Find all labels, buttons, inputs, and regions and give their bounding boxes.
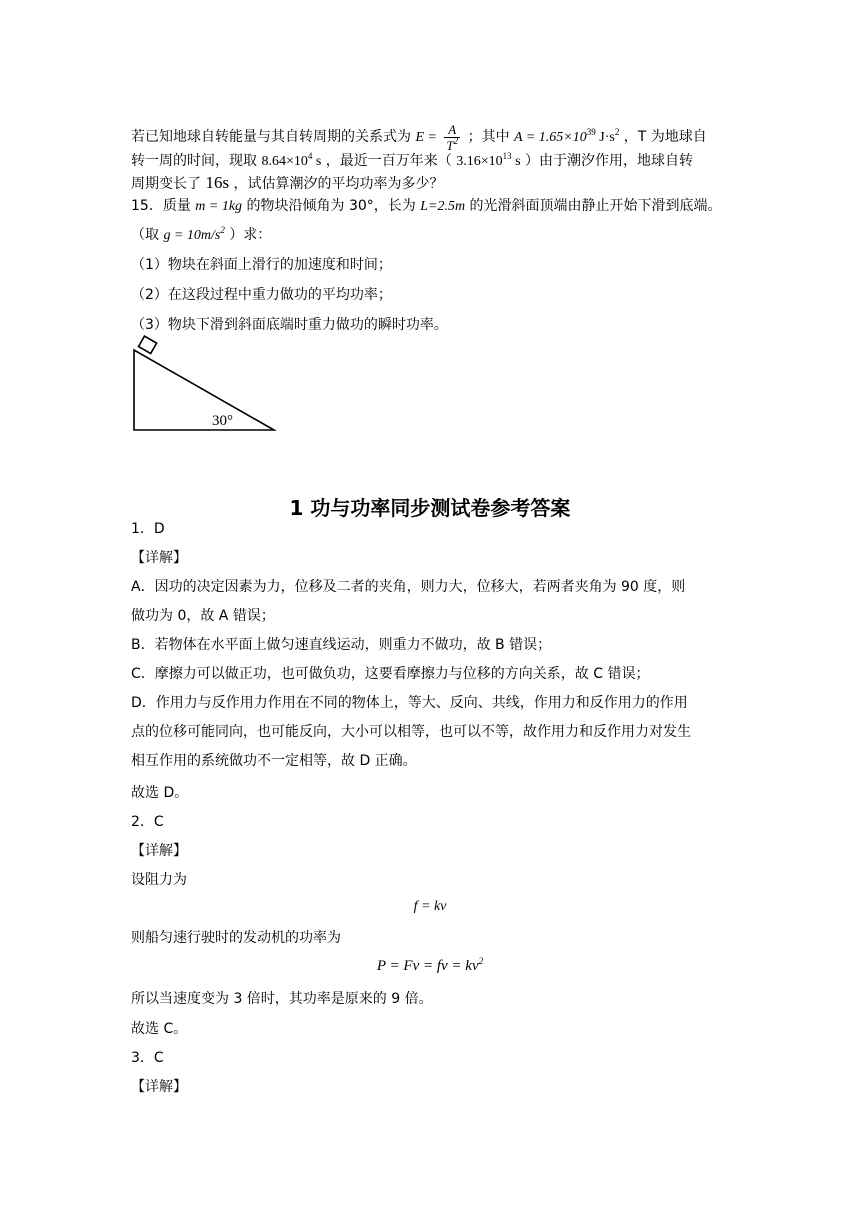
years-mantissa: 3.16×10	[456, 154, 503, 169]
gravity-value	[163, 225, 225, 243]
q15-text: 的物块沿倾角为 30°，长为	[246, 198, 416, 214]
fraction-numerator: A	[444, 122, 460, 138]
constant-A-value: A = 1.65×10	[514, 130, 587, 145]
answer-1-option-a-line-1: A．因功的决定因素为力，位移及二者的夹角，则力大，位移大，若两者夹角为 90 度，则	[131, 579, 686, 595]
answer-2-line-3: 所以当速度变为 3 倍时，其功率是原来的 9 倍。	[131, 991, 433, 1007]
answer-3-detail-heading: 【详解】	[131, 1079, 187, 1095]
q15-line-2	[131, 225, 271, 246]
length-value: L=2.5m	[420, 199, 466, 214]
mass-value: m = 1kg	[195, 199, 243, 214]
answers-title: 1 功与功率同步测试卷参考答案	[289, 496, 571, 520]
gravity-exponent: 2	[220, 225, 225, 235]
q14-text: 周期变长了	[131, 176, 201, 192]
answer-1-option-a-line-2: 做功为 0，故 A 错误；	[131, 608, 275, 624]
energy-formula-fraction	[444, 122, 460, 153]
q14-line-3	[131, 173, 444, 194]
answer-2-equation-2	[0, 958, 860, 975]
q15-text: 15．质量	[131, 198, 191, 214]
answer-2-line-1: 设阻力为	[131, 872, 187, 888]
period-exponent: 4	[307, 151, 313, 161]
constant-A-exponent: 39	[586, 127, 596, 137]
incline-triangle	[134, 350, 274, 430]
denominator-exponent: 2	[453, 135, 459, 146]
answer-1-detail-heading: 【详解】	[131, 550, 187, 566]
q15-subquestion-2: （2）在这段过程中重力做功的平均功率；	[131, 287, 392, 303]
years-value	[456, 151, 521, 169]
constant-A-unit: J·s	[595, 130, 615, 145]
gravity-mantissa: g = 10m/s	[163, 228, 221, 243]
q15-text: （取	[131, 227, 159, 243]
answer-1-option-d-line-3: 相互作用的系统做功不一定相等，故 D 正确。	[131, 753, 417, 769]
answer-1-option-c: C．摩擦力可以做正功，也可做负功，这要看摩擦力与位移的方向关系，故 C 错误；	[131, 666, 650, 682]
q14-text: ；其中	[467, 129, 510, 145]
q15-text: 的光滑斜面顶端由静止开始下滑到底端。	[469, 198, 722, 214]
q14-text: ，试估算潮汐的平均功率为多少？	[233, 176, 444, 192]
answer-2-equation-1: f = kv	[413, 899, 447, 914]
q14-line-1	[131, 120, 707, 154]
q14-text: 若已知地球自转能量与其自转周期的关系式为	[131, 129, 411, 145]
incline-figure	[128, 340, 288, 436]
period-unit: s	[312, 154, 322, 169]
answer-3-choice: 3．C	[131, 1050, 164, 1066]
q14-text: ）由于潮汐作用，地球自转	[525, 153, 694, 169]
q14-text: ，最近一百万年来（	[325, 153, 452, 169]
answer-1-choice: 1．D	[131, 521, 165, 537]
constant-A	[514, 127, 620, 145]
period-value	[261, 151, 322, 169]
years-exponent: 13	[502, 151, 512, 161]
block-on-incline	[139, 336, 157, 353]
answer-2-line-2: 则船匀速行驶时的发动机的功率为	[131, 930, 341, 946]
energy-formula-lhs: E =	[415, 130, 437, 145]
answer-1-option-d-line-2: 点的位移可能同向，也可能反向，大小可以相等，也可以不等，故作用力和反作用力对发生	[131, 724, 691, 740]
answer-2-detail-heading: 【详解】	[131, 843, 187, 859]
power-equation: P = Fv = fv = kv	[376, 958, 479, 974]
period-mantissa: 8.64×10	[261, 154, 308, 169]
q15-line-1	[131, 196, 722, 217]
answer-2-choice: 2．C	[131, 814, 164, 830]
delta-period-value: 16s	[205, 173, 230, 192]
answer-2-selection: 故选 C。	[131, 1021, 188, 1037]
q15-subquestion-3: （3）物块下滑到斜面底端时重力做功的瞬时功率。	[131, 317, 448, 333]
incline-angle-label: 30°	[212, 413, 233, 429]
denominator-symbol: T	[446, 137, 454, 153]
q14-text: ，T 为地球自	[623, 129, 707, 145]
answer-1-option-b: B．若物体在水平面上做匀速直线运动，则重力不做功，故 B 错误；	[131, 637, 552, 653]
answer-1-option-d-line-1: D．作用力与反作用力作用在不同的物体上，等大、反向、共线，作用力和反作用力的作用	[131, 695, 688, 711]
answer-1-selection: 故选 D。	[131, 785, 189, 801]
q15-text: ）求：	[229, 227, 272, 243]
q14-line-2	[131, 151, 693, 172]
years-unit: s	[511, 154, 521, 169]
q14-text: 转一周的时间，现取	[131, 153, 257, 169]
power-exponent: 2	[478, 956, 484, 966]
q15-subquestion-1: （1）物块在斜面上滑行的加速度和时间；	[131, 257, 392, 273]
constant-A-unit-exponent: 2	[614, 127, 620, 137]
